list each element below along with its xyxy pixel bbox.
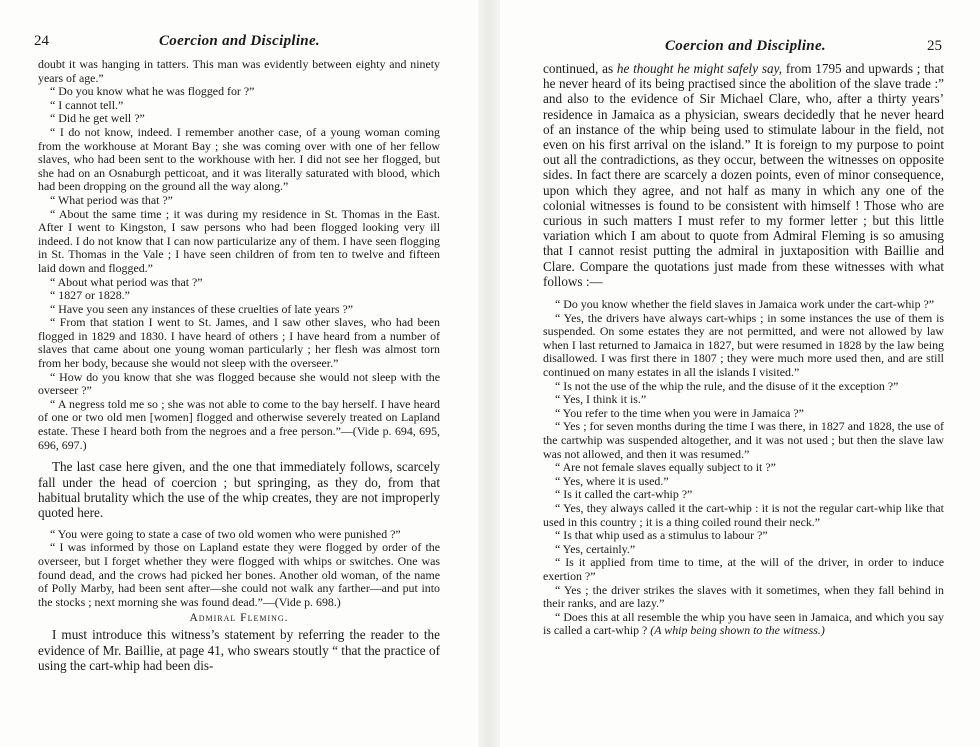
book-gutter [478, 0, 500, 747]
paragraph: “ Do you know what he was flogged for ?” [50, 84, 255, 99]
paragraph: “ A negress told me so ; she was not able to come to the bay herself. I have heard of one or two old men [women] flogged and otherwise severely treated on Lapland estate. These I heard both from the negroes and a free person.”—(Vide p. 694, 695, 696, 697.) [38, 396, 440, 452]
paragraph: “ From that station I went to St. James, and I saw other slaves, who had been flogged in 1829 and 1830. I have heard of others ; I have heard from a number of slaves that came about one young woman particularly ; her flesh was almost torn from her body, because she would not sleep with the overseer.” [38, 315, 440, 371]
paragraph: “ Do you know whether the field slaves in Jamaica work under the cart-whip ?” [555, 297, 935, 312]
paragraph: “ I was informed by those on Lapland estate they were flogged by order of the overseer, but I forget whether they were flogged with whips or switches. One was found dead, and the crows had picked her bones. Another old woman, of the name of Polly Marby, had been sent after—she could not walk any farther—and put into the stocks ; next morning she was found dead.”—(Vide p. 698.) [38, 540, 440, 609]
page-number: 25 [927, 38, 942, 54]
section-heading: Admiral Fleming. [189, 612, 289, 625]
paragraph: “ Yes ; the driver strikes the slaves with it sometimes, when they fall behind in their ranks, and are lazy.” [543, 582, 944, 611]
main-paragraph [543, 61, 944, 289]
stage-direction: (A whip being shown to the witness.) [650, 623, 825, 638]
paragraph: “ Yes, I think it is.” [555, 392, 647, 407]
paragraph: “ About what period was that ?” [50, 274, 203, 289]
right-page [500, 0, 980, 747]
italic-quote: he thought he might safely say, [616, 61, 783, 76]
paragraph: “ Yes, certainly.” [555, 541, 636, 556]
paragraph: “ Yes, the drivers have always cart-whips ; in some instances the use of them is suspended. On some estates they are not permitted, and were not allowed by law when I last returned to Jamaica in 1827, but were resumed in 1828 by the law being disallowed. I was first there in 1807 ; they were much more used then, and are still continued on many estates in all the islands I visited.” [543, 310, 944, 380]
page-number: 24 [34, 33, 49, 49]
left-page-body [38, 58, 440, 674]
left-page [0, 0, 478, 747]
paragraph: doubt it was hanging in tatters. This man was evidently between eighty and ninety years of age.” [38, 57, 440, 85]
paragraph: “ What period was that ?” [50, 192, 173, 207]
paragraph: “ Have you seen any instances of these cruelties of late years ?” [50, 301, 354, 316]
running-title: Coercion and Discipline. [665, 38, 826, 54]
page-header [34, 33, 440, 59]
text-run: continued, as [543, 61, 617, 76]
paragraph: “ 1827 or 1828.” [50, 288, 130, 303]
paragraph: “ You refer to the time when you were in Jamaica ?” [555, 405, 804, 420]
closing-paragraph: I must introduce this witness’s statement by referring the reader to the evidence of Mr. Baillie, at page 41, who swears stoutly “ that the practice of using the cart-whip had been dis- [38, 627, 440, 674]
paragraph: “ Yes, they always called it the cart-whip : it is not the regular cart-whip like that used in this country ; it is a thing coiled round their neck.” [543, 500, 944, 529]
paragraph: “ Yes, where it is used.” [555, 473, 669, 488]
paragraph: “ You were going to state a case of two old women who were punished ?” [50, 526, 401, 541]
paragraph: “ Is not the use of the whip the rule, and the disuse of it the exception ?” [555, 378, 899, 393]
text-run: from 1795 and upwards ; that he never heard of its being practised since the abolition of the slave trade :” and also to the evidence of Sir Michael Clare, who, after a thirty years’ residence in Jamaica as a physician, swears decidedly that he never heard of an instance of the whip being used to stimulate labour in the field, not even on his first arrival on the island.” It is foreign to my purpose to point out all the contradictions, as they occur, between the witnesses on opposite sides. In fact there are scarcely a dozen points, even of minor consequence, upon which they agree, and not half as many in which any one of the colonial witnesses is found to be consistent with himself ! Those who are curious in such matters I must refer to my former letter ; but this little variation which I am about to quote from Admiral Fleming is so amusing that I cannot resist putting the admiral in juxtaposition with Baillie and Clare. Compare the quotations just made from these witnesses with what follows :— [543, 61, 944, 289]
paragraph: “ About the same time ; it was during my residence in St. Thomas in the East. After I went to Kingston, I saw persons who had been flogged looking very ill indeed. I do not know that I can now particularize any of them. I have seen flogging in St. Thomas in the Vale ; I have seen children of from ten to twelve and fifteen laid down and flogged.” [38, 206, 440, 275]
paragraph: “ I cannot tell.” [50, 97, 124, 112]
paragraph: “ Is that whip used as a stimulus to labour ?” [555, 528, 768, 543]
text-run: “ Does this at all resemble the whip you have seen in Jamaica, and which you say is called a cart-whip ? [543, 609, 944, 638]
paragraph [543, 611, 944, 638]
main-paragraph: The last case here given, and the one that immediately follows, scarcely fall under the head of coercion ; but springing, as they do, from that habitual brutality which the use of the whip creates, they are not improperly quoted here. [38, 459, 440, 521]
right-page-body [543, 61, 944, 638]
paragraph: “ Did he get well ?” [50, 111, 145, 126]
running-title: Coercion and Discipline. [159, 33, 320, 49]
paragraph: “ Is it called the cart-whip ?” [555, 487, 693, 502]
paragraph: “ Yes ; for seven months during the time I was there, in 1827 and 1828, the use of the cartwhip was suspended altogether, and it was not used ; but then the slave law was not allowed, and then it was resumed.” [543, 419, 944, 461]
paragraph: “ I do not know, indeed. I remember another case, of a young woman coming from the workhouse at Morant Bay ; she was coming over with one of her fellow slaves, who had been sent to the workhouse with her. I did not see her flogged, but she had on an Osnaburgh petticoat, and it was literally saturated with blood, which had been dropping on the ground all the way along.” [38, 124, 440, 194]
page-header [543, 38, 944, 64]
paragraph: “ How do you know that she was flogged because she would not sleep with the overseer ?” [38, 369, 440, 398]
paragraph: “ Are not female slaves equally subject to it ?” [555, 460, 776, 475]
paragraph: “ Is it applied from time to time, at the will of the driver, in order to induce exertion ?” [543, 555, 944, 583]
